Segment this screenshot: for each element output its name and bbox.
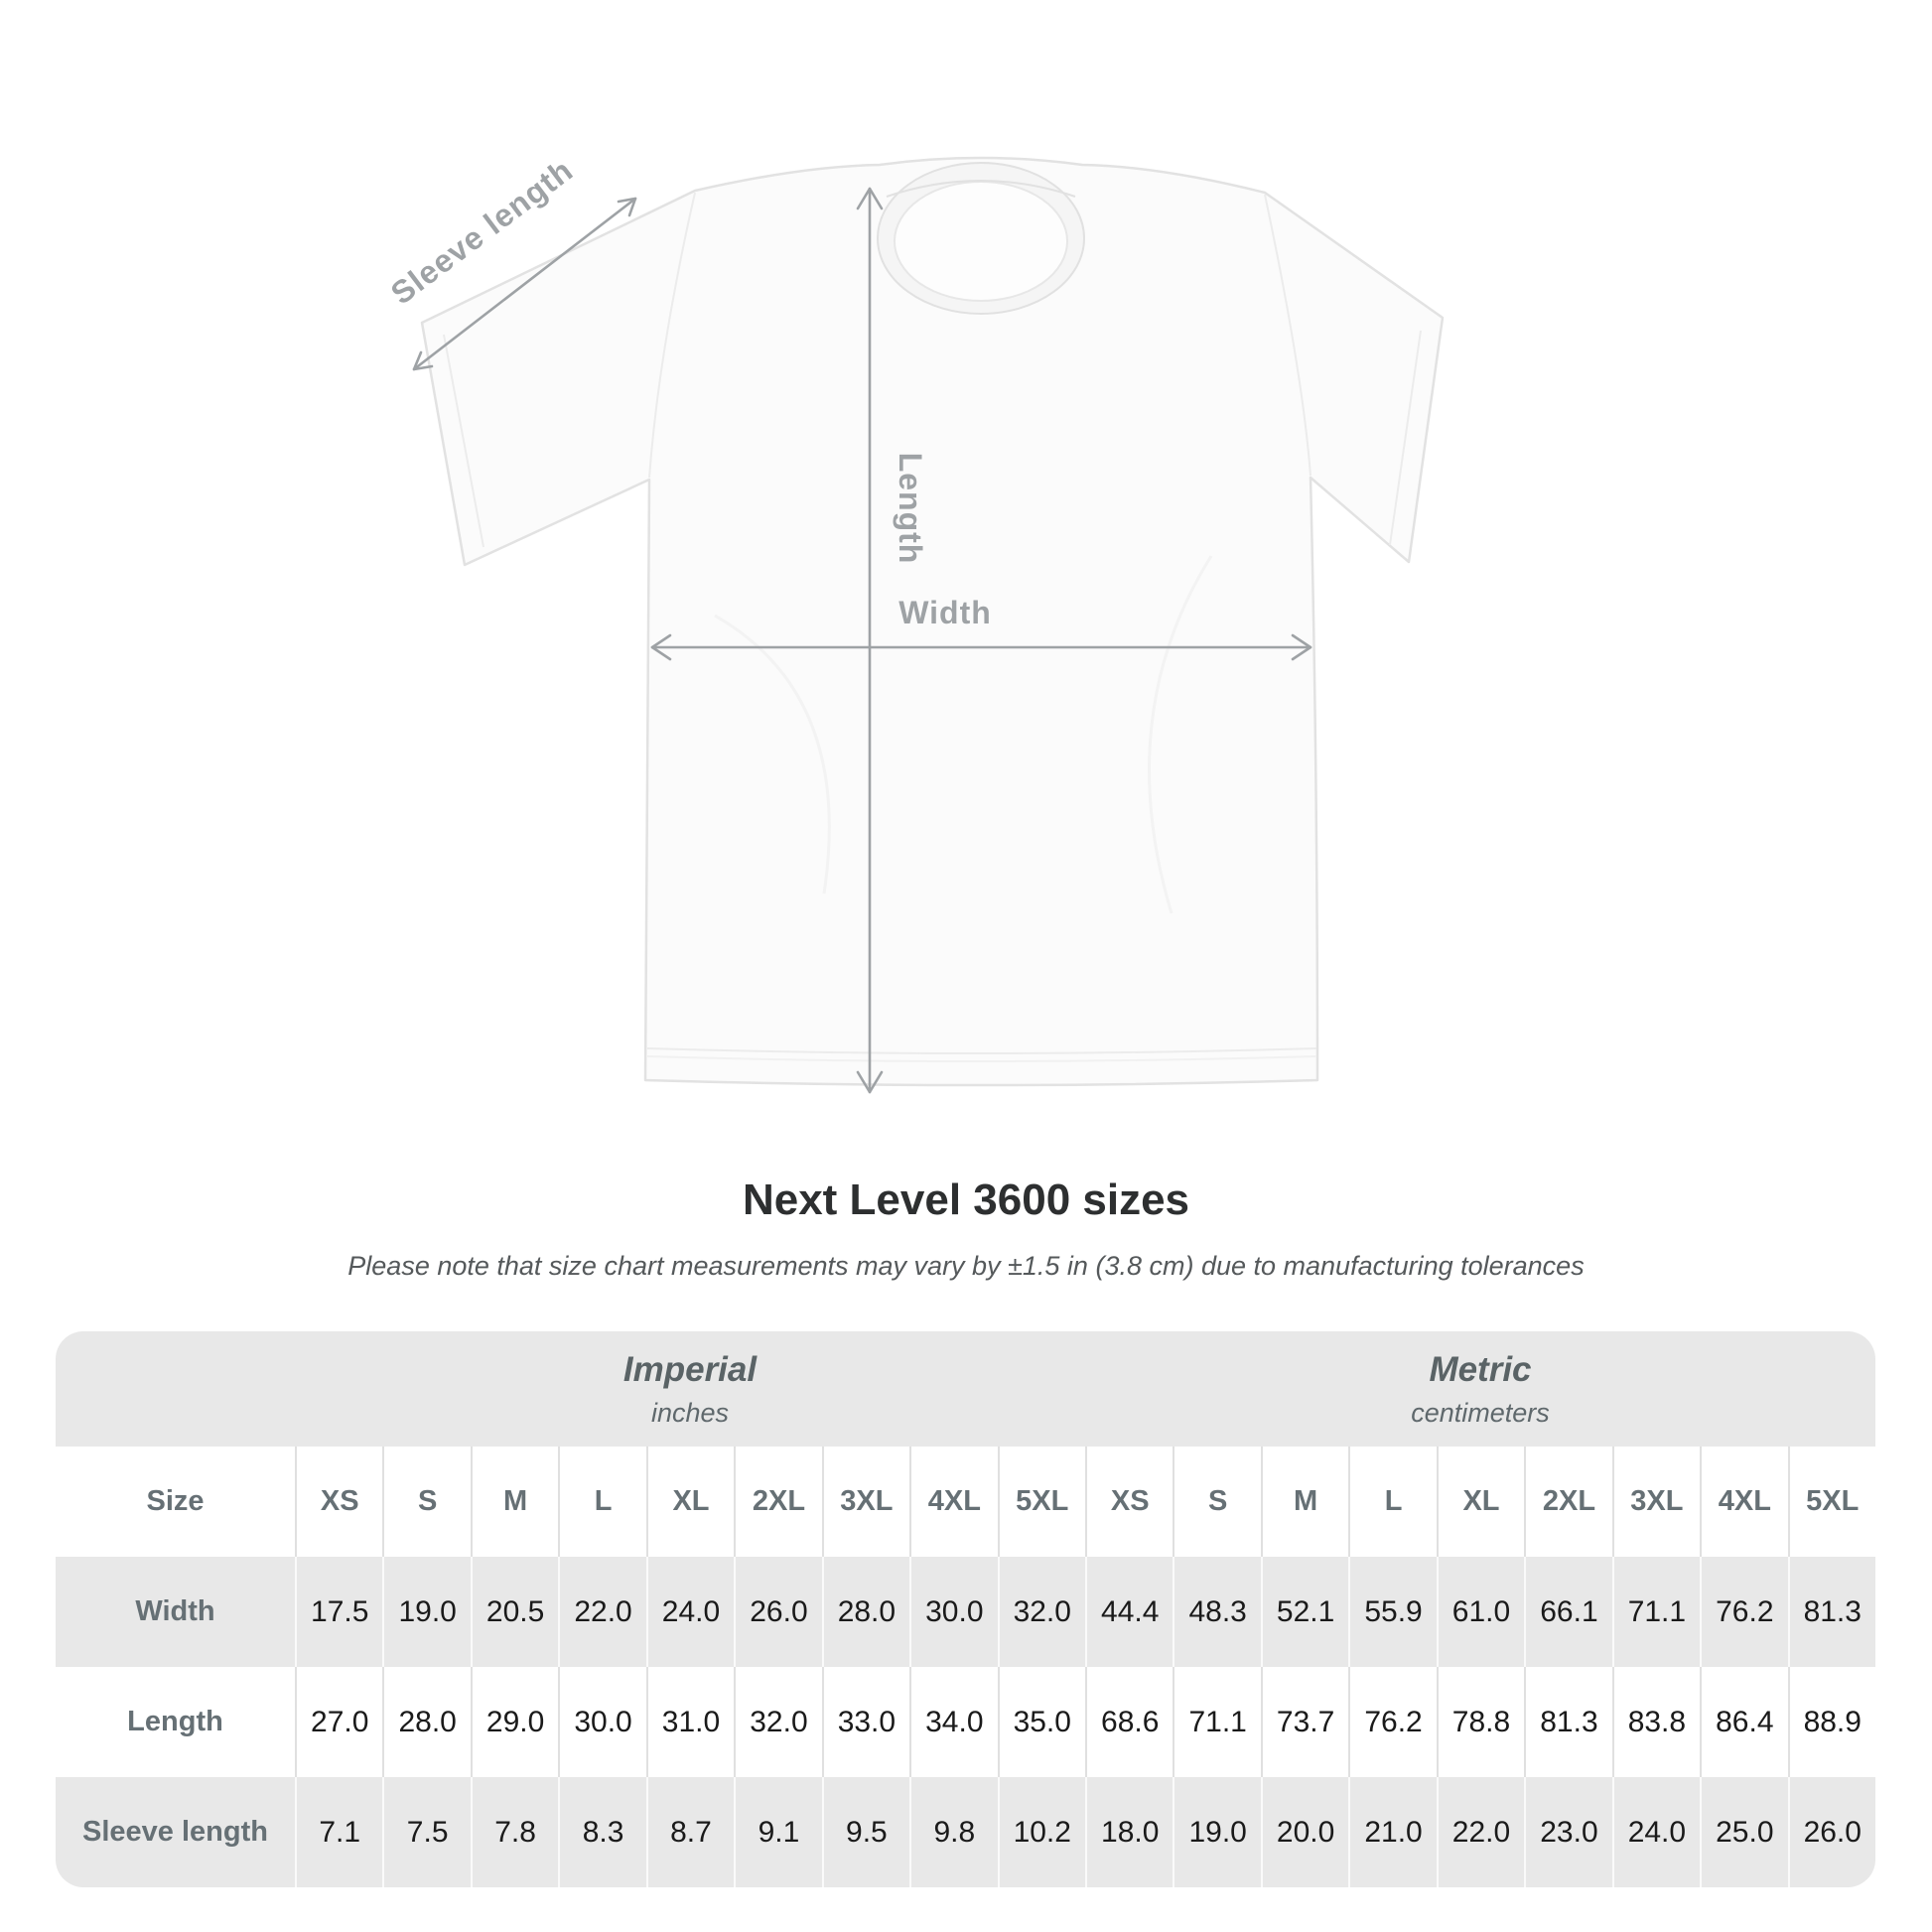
measurement-value: 9.5 — [822, 1777, 909, 1887]
size-column-header: XL — [646, 1447, 734, 1557]
size-column-header: 3XL — [1612, 1447, 1700, 1557]
measurement-value: 22.0 — [1437, 1777, 1524, 1887]
size-column-header: S — [382, 1447, 470, 1557]
measurement-value: 73.7 — [1261, 1667, 1348, 1777]
measurement-value: 68.6 — [1085, 1667, 1173, 1777]
size-column-header: L — [1348, 1447, 1436, 1557]
size-column-header: 3XL — [822, 1447, 909, 1557]
measurement-value: 8.3 — [558, 1777, 645, 1887]
measurement-value: 7.1 — [295, 1777, 382, 1887]
measurement-value: 18.0 — [1085, 1777, 1173, 1887]
measurement-value: 52.1 — [1261, 1557, 1348, 1667]
measurement-value: 24.0 — [1612, 1777, 1700, 1887]
measurement-value: 29.0 — [471, 1667, 558, 1777]
unit-group-label: Imperial — [622, 1349, 758, 1389]
measurement-value: 61.0 — [1437, 1557, 1524, 1667]
measurement-value: 71.1 — [1173, 1667, 1260, 1777]
measurement-row-label: Length — [56, 1667, 295, 1777]
measurement-value: 26.0 — [734, 1557, 821, 1667]
measurement-value: 20.0 — [1261, 1777, 1348, 1887]
measurement-value: 10.2 — [998, 1777, 1085, 1887]
measurement-value: 28.0 — [822, 1557, 909, 1667]
measurement-value: 86.4 — [1700, 1667, 1787, 1777]
measurement-value: 76.2 — [1348, 1667, 1436, 1777]
width-label: Width — [898, 595, 992, 630]
size-column-header: M — [1261, 1447, 1348, 1557]
size-column-header: S — [1173, 1447, 1260, 1557]
size-column-header: XS — [1085, 1447, 1173, 1557]
size-column-header: XS — [295, 1447, 382, 1557]
measurement-value: 17.5 — [295, 1557, 382, 1667]
unit-group-units: centimeters — [1411, 1397, 1550, 1428]
measurement-value: 55.9 — [1348, 1557, 1436, 1667]
size-column-header: L — [558, 1447, 645, 1557]
size-table — [56, 1331, 1875, 1887]
size-column-header: XL — [1437, 1447, 1524, 1557]
size-column-header: 5XL — [1788, 1447, 1875, 1557]
measurement-value: 34.0 — [909, 1667, 997, 1777]
size-column-header: 2XL — [734, 1447, 821, 1557]
size-header-label: Size — [56, 1447, 295, 1557]
measurement-row-label: Width — [135, 1595, 215, 1627]
unit-group-units: inches — [650, 1397, 730, 1428]
size-column-header: 2XL — [1524, 1447, 1611, 1557]
measurement-value: 81.3 — [1524, 1667, 1611, 1777]
size-column-header: 4XL — [1700, 1447, 1787, 1557]
measurement-value: 23.0 — [1524, 1777, 1611, 1887]
measurement-value: 28.0 — [382, 1667, 470, 1777]
size-column-header: M — [471, 1447, 558, 1557]
measurement-value: 24.0 — [646, 1557, 734, 1667]
measurement-value: 35.0 — [998, 1667, 1085, 1777]
measurement-value: 19.0 — [382, 1557, 470, 1667]
measurement-value: 22.0 — [558, 1557, 645, 1667]
measurement-value: 9.8 — [909, 1777, 997, 1887]
measurement-value: 31.0 — [646, 1667, 734, 1777]
measurement-value: 7.8 — [471, 1777, 558, 1887]
measurement-value: 81.3 — [1788, 1557, 1875, 1667]
measurement-value: 27.0 — [295, 1667, 382, 1777]
measurement-value: 32.0 — [734, 1667, 821, 1777]
measurement-value: 8.7 — [646, 1777, 734, 1887]
unit-group-header — [295, 1331, 1085, 1447]
measurement-value: 44.4 — [1085, 1557, 1173, 1667]
measurement-value: 25.0 — [1700, 1777, 1787, 1887]
measurement-value: 33.0 — [822, 1667, 909, 1777]
measurement-value: 71.1 — [1612, 1557, 1700, 1667]
size-column-header: 4XL — [909, 1447, 997, 1557]
length-label: Length — [893, 452, 928, 565]
measurement-value: 32.0 — [998, 1557, 1085, 1667]
measurement-value: 66.1 — [1524, 1557, 1611, 1667]
measurement-value: 83.8 — [1612, 1667, 1700, 1777]
measurement-value: 48.3 — [1173, 1557, 1260, 1667]
measurement-value: 20.5 — [471, 1557, 558, 1667]
measurement-value: 9.1 — [734, 1777, 821, 1887]
unit-group-label: Metric — [1429, 1349, 1532, 1389]
size-column-header: 5XL — [998, 1447, 1085, 1557]
measurement-value: 7.5 — [382, 1777, 470, 1887]
group-header-spacer — [56, 1331, 295, 1447]
measurement-value: 78.8 — [1437, 1667, 1524, 1777]
measurement-value: 30.0 — [558, 1667, 645, 1777]
measurement-value: 26.0 — [1788, 1777, 1875, 1887]
measurement-value: 76.2 — [1700, 1557, 1787, 1667]
measurement-value: 21.0 — [1348, 1777, 1436, 1887]
measurement-row-label: Sleeve length — [82, 1816, 268, 1848]
tolerance-note: Please note that size chart measurements may vary by ±1.5 in (3.8 cm) due to manufacturing tolerances — [347, 1251, 1585, 1281]
measurement-value: 19.0 — [1173, 1777, 1260, 1887]
measurement-value: 88.9 — [1788, 1667, 1875, 1777]
sleeve-length-label: Sleeve length — [383, 151, 580, 312]
collar-inner — [895, 182, 1067, 301]
measurement-value: 30.0 — [909, 1557, 997, 1667]
chart-title: Next Level 3600 sizes — [742, 1175, 1190, 1224]
unit-group-header — [1085, 1331, 1875, 1447]
